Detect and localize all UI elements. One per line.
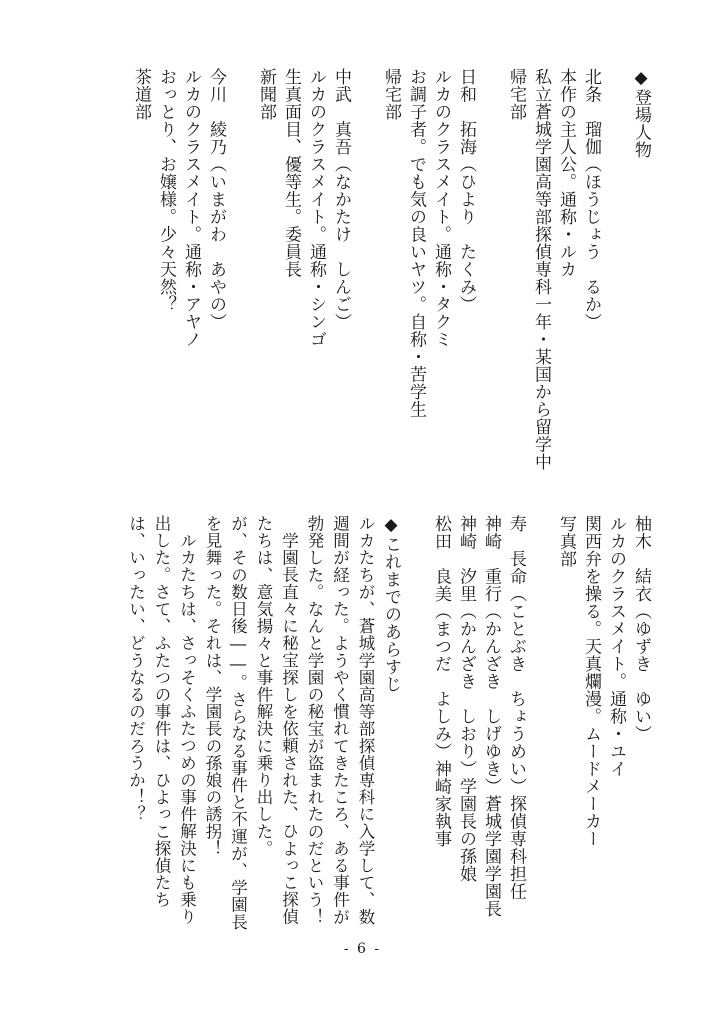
character-desc: 私立蒼城学園高等部探偵専科一年・某国から留学中 [531, 68, 551, 471]
character-desc: 関西弁を操る。天真爛漫。ムードメーカー [581, 515, 601, 848]
character-desc: 生真面目、優等生。委員長 [281, 68, 301, 278]
character-name: 今川 綾乃（いまがわ あやの） [206, 68, 226, 331]
character-desc: 帰宅部 [506, 68, 526, 121]
synopsis-paragraph: ルカたちは、さっそくふたつめの事件解決にも乗り出した。さて、ふたつの事件は、ひよっこ探偵たちは、いったい、どうなるのだろうか！？ [126, 515, 197, 925]
character-desc: 新聞部 [256, 68, 276, 121]
character-desc: お調子者。でも気の良いヤツ。自称・苦学生 [406, 68, 426, 418]
character-desc: ルカのクラスメイト。通称・ユイ [606, 515, 626, 778]
character-desc: 写真部 [556, 515, 576, 568]
synopsis-heading: ◆これまでのあらすじ [381, 515, 401, 693]
characters-heading: ◆登場人物 [631, 68, 651, 159]
characters-section [128, 68, 653, 478]
character-name: 日和 拓海（ひより たくみ） [456, 68, 476, 313]
synopsis-paragraph: ルカたちが、蒼城学園高等部探偵専科に入学して、数週間が経った。ようやく慣れてきたころ、ある事件が勃発した。なんと学園の秘宝が盗まれたのだという！ [305, 515, 375, 926]
page-number: - 6 - [343, 941, 382, 957]
adult-character: 神崎 重行（かんざき しげゆき）蒼城学園学園長 [481, 515, 501, 918]
character-desc: おっとり、お嬢様。少々天然？ [156, 68, 176, 313]
synopsis-paragraph: 学園長直々に秘宝探しを依頼された、ひよっこ探偵たちは、意気揚々と事件解決に乗り出した。 [254, 515, 299, 925]
character-desc: 茶道部 [131, 68, 151, 121]
synopsis [123, 515, 378, 935]
character-desc: ルカのクラスメイト。通称・アヤノ [181, 68, 201, 348]
character-desc: ルカのクラスメイト。通称・タクミ [431, 68, 451, 348]
adult-character: 神崎 汐里（かんざき しおり）学園長の孫娘 [456, 515, 476, 883]
character-desc: 帰宅部 [381, 68, 401, 121]
synopsis-paragraph: が、その数日後――。さらなる事件と不運が、学園長を見舞った。それは、学園長の孫娘の誘拐！ [203, 515, 248, 931]
character-desc: 本作の主人公。通称・ルカ [556, 68, 576, 278]
lower-section [123, 515, 653, 935]
character-name: 柚木 結衣（ゆずき ゆい） [631, 515, 651, 743]
character-desc: ルカのクラスメイト。通称・シンゴ [306, 68, 326, 348]
character-name: 中武 真吾（なかたけ しんご） [331, 68, 351, 331]
character-name: 北条 瑠伽（ほうじょう るか） [581, 68, 601, 331]
adult-character: 松田 良美（まつだ よしみ）神崎家執事 [431, 515, 451, 848]
adult-character: 寿 長命（ことぶき ちょうめい）探偵専科担任 [506, 515, 526, 900]
